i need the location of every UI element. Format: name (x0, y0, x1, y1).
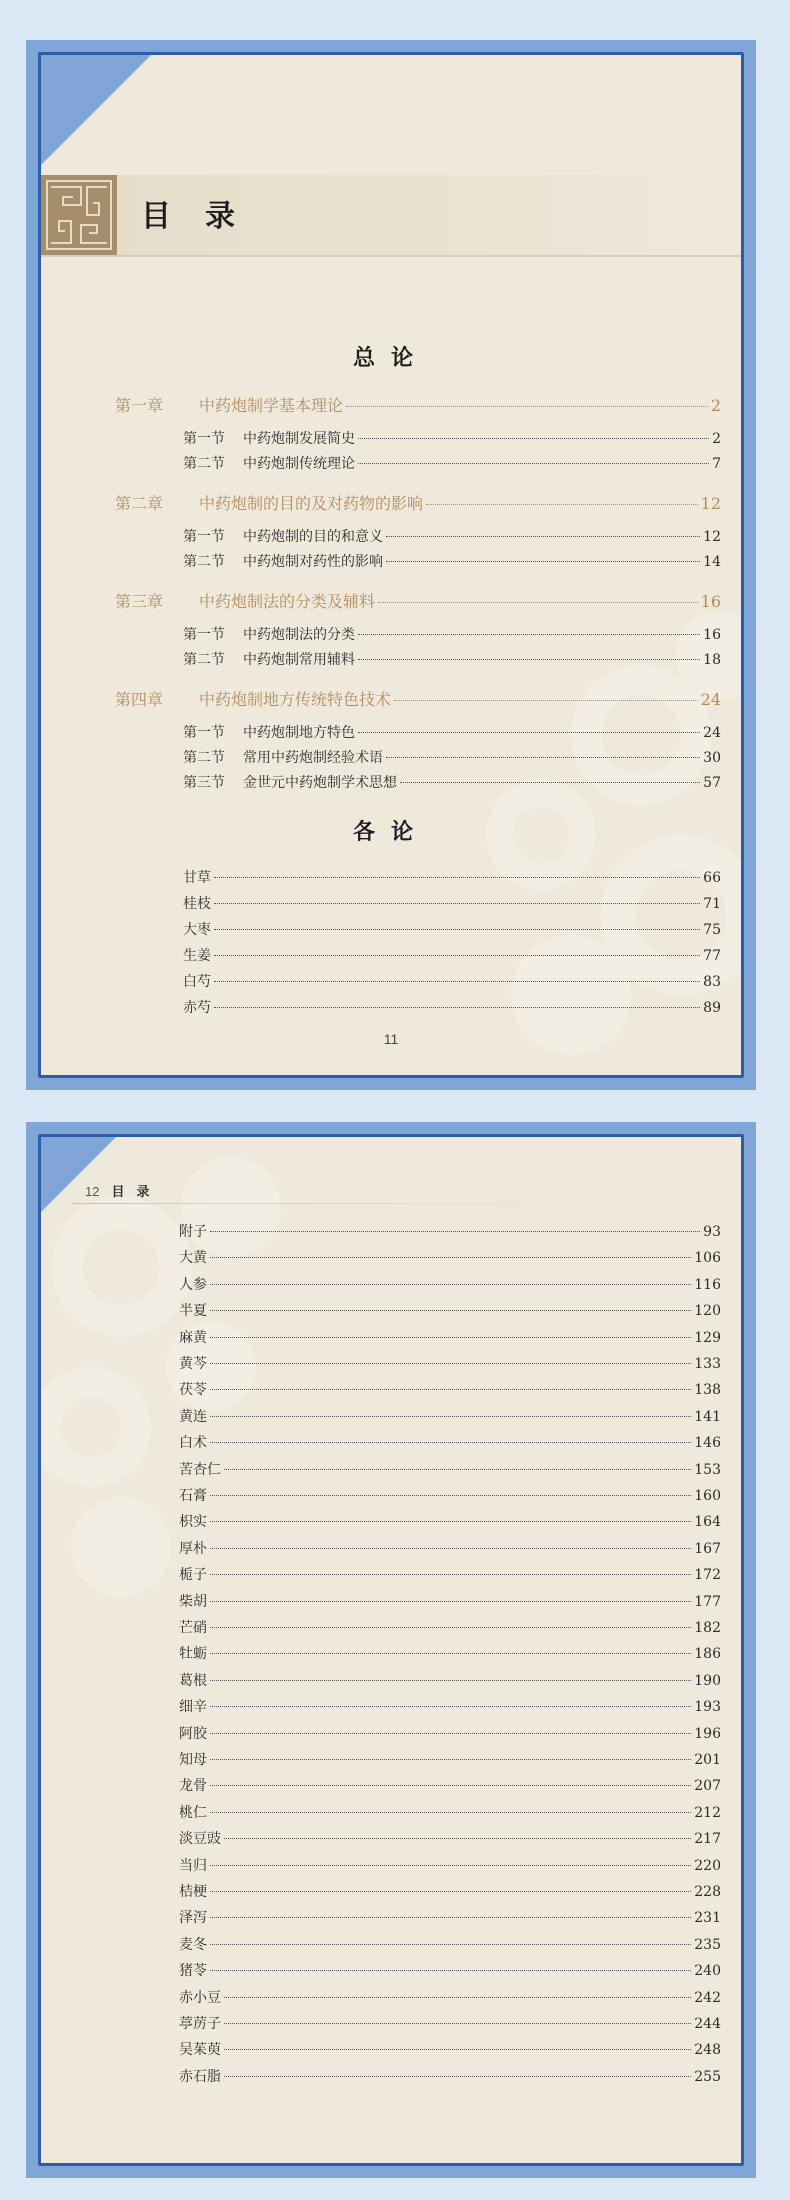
item-page: 129 (694, 1329, 721, 1346)
toc-chapter-4[interactable] (115, 687, 721, 710)
toc-item[interactable] (179, 1274, 721, 1294)
toc-item[interactable] (179, 1802, 721, 1822)
item-page: 172 (694, 1567, 721, 1584)
section-title: 金世元中药炮制学术思想 (243, 775, 397, 791)
chapter-number: 第三章 (115, 592, 164, 611)
item-title: 半夏 (179, 1303, 207, 1320)
toc-page-1 (26, 40, 756, 1090)
leader-dots (210, 1627, 691, 1628)
toc-item[interactable] (179, 1934, 721, 1954)
leader-dots (358, 463, 709, 464)
toc-section[interactable] (183, 551, 721, 571)
item-page: 167 (694, 1540, 721, 1557)
leader-dots (358, 659, 700, 660)
item-page: 93 (703, 1224, 721, 1240)
item-title: 猪苓 (179, 1963, 207, 1980)
toc-item[interactable] (179, 1511, 721, 1531)
leader-dots (210, 1680, 691, 1681)
item-title: 知母 (179, 1752, 207, 1768)
toc-item[interactable] (183, 945, 721, 965)
toc-item[interactable] (179, 1617, 721, 1637)
item-page: 193 (694, 1699, 721, 1716)
leader-dots (210, 1653, 691, 1654)
item-title: 柴胡 (179, 1593, 207, 1610)
item-title: 吴茱萸 (179, 2042, 221, 2059)
item-title: 麦冬 (179, 1936, 207, 1953)
page-number: 12 (85, 1184, 100, 1199)
item-page: 133 (694, 1356, 721, 1372)
toc-item[interactable] (183, 867, 721, 887)
leader-dots (210, 1284, 691, 1285)
item-page: 146 (694, 1435, 721, 1452)
corner-fold (41, 1137, 116, 1212)
toc-item[interactable] (179, 1960, 721, 1980)
item-page: 240 (694, 1963, 721, 1980)
item-page: 77 (703, 948, 721, 964)
section-page: 57 (703, 775, 721, 791)
toc-section[interactable] (183, 453, 721, 473)
chapter-number: 第二章 (115, 494, 164, 513)
leader-dots (214, 981, 700, 982)
leader-dots (346, 406, 708, 407)
item-title: 黄芩 (179, 1356, 207, 1372)
leader-dots (210, 1389, 691, 1390)
leader-dots (214, 929, 700, 930)
toc-item[interactable] (179, 1247, 721, 1267)
section-title: 常用中药炮制经验术语 (243, 750, 383, 766)
chapter-number: 第四章 (115, 690, 164, 709)
toc-item[interactable] (179, 1723, 721, 1743)
leader-dots (224, 2076, 691, 2077)
page-paper (38, 1134, 744, 2166)
item-title: 石膏 (179, 1488, 207, 1504)
toc-page-2 (26, 1122, 756, 2178)
leader-dots (210, 1733, 691, 1734)
section-title: 中药炮制地方特色 (243, 725, 355, 741)
toc-item[interactable] (179, 1406, 721, 1426)
toc-item[interactable] (179, 1907, 721, 1927)
item-page: 248 (694, 2042, 721, 2059)
leader-dots (394, 700, 698, 701)
item-page: 106 (694, 1250, 721, 1267)
toc-item[interactable] (179, 1564, 721, 1584)
section-number: 第一节 (183, 725, 225, 741)
item-title: 葛根 (179, 1672, 207, 1689)
item-title: 大枣 (183, 922, 211, 938)
leader-dots (386, 757, 700, 758)
section-page: 24 (703, 725, 721, 741)
toc-item[interactable] (183, 997, 721, 1017)
item-title: 细辛 (179, 1699, 207, 1716)
item-page: 217 (694, 1831, 721, 1848)
item-page: 228 (694, 1884, 721, 1900)
chapter-number: 第一章 (115, 396, 164, 415)
toc-item[interactable] (179, 1987, 721, 2007)
toc-item[interactable] (179, 1855, 721, 1875)
item-page: 153 (694, 1461, 721, 1478)
leader-dots (210, 1759, 691, 1760)
section-title: 中药炮制的目的和意义 (243, 529, 383, 545)
leader-dots (214, 877, 700, 878)
leader-dots (358, 634, 700, 635)
item-page: 75 (703, 922, 721, 938)
leader-dots (214, 903, 700, 904)
item-title: 厚朴 (179, 1540, 207, 1557)
item-title: 栀子 (179, 1567, 207, 1584)
leader-dots (210, 1891, 691, 1892)
toc-section[interactable] (183, 428, 721, 448)
toc-section[interactable] (183, 722, 721, 742)
item-page: 66 (703, 870, 721, 886)
section-number: 第二节 (183, 554, 225, 570)
item-title: 附子 (179, 1224, 207, 1240)
toc-section[interactable] (183, 649, 721, 669)
item-title: 赤芍 (183, 1000, 211, 1016)
item-title: 桃仁 (179, 1804, 207, 1821)
chapter-page: 24 (700, 690, 721, 709)
leader-dots (224, 2023, 691, 2024)
page-title: 目录 (141, 199, 269, 234)
toc-item[interactable] (179, 1696, 721, 1716)
item-page: 242 (694, 1989, 721, 2006)
item-page: 89 (703, 1000, 721, 1016)
item-title: 人参 (179, 1276, 207, 1293)
item-title: 芒硝 (179, 1620, 207, 1636)
section-title-general: 总论 (352, 345, 429, 371)
leader-dots (210, 1416, 691, 1417)
item-title: 赤石脂 (179, 2068, 221, 2085)
item-page: 186 (694, 1646, 721, 1663)
toc-chapter-2[interactable] (115, 491, 721, 514)
toc-item[interactable] (179, 1327, 721, 1347)
item-page: 231 (694, 1910, 721, 1927)
corner-fold (41, 55, 151, 165)
leader-dots (210, 1865, 691, 1866)
chapter-title: 中药炮制法的分类及辅料 (199, 592, 376, 611)
section-page: 2 (712, 431, 721, 447)
toc-section[interactable] (183, 747, 721, 767)
toc-item-list (41, 1137, 741, 2163)
toc-chapter-3[interactable] (115, 589, 721, 612)
item-page: 196 (694, 1725, 721, 1742)
leader-dots (210, 1706, 691, 1707)
item-title: 白芍 (183, 974, 211, 990)
toc-chapter-1[interactable] (115, 393, 721, 416)
leader-dots (210, 1548, 691, 1549)
leader-dots (210, 1601, 691, 1602)
toc-item[interactable] (179, 1749, 721, 1769)
section-number: 第二节 (183, 456, 225, 472)
section-number: 第一节 (183, 529, 225, 545)
leader-dots (224, 1997, 691, 1998)
item-title: 苦杏仁 (179, 1461, 221, 1478)
leader-dots (358, 438, 709, 439)
item-page: 71 (703, 896, 721, 912)
leader-dots (210, 1310, 691, 1311)
chapter-title: 中药炮制地方传统特色技术 (199, 690, 392, 709)
leader-dots (224, 2049, 691, 2050)
item-title: 赤小豆 (179, 1989, 221, 2006)
toc-item[interactable] (179, 1643, 721, 1663)
item-title: 甘草 (183, 870, 211, 886)
item-title: 葶苈子 (179, 2016, 221, 2032)
section-number: 第一节 (183, 431, 225, 447)
item-page: 164 (694, 1514, 721, 1531)
chapter-page: 12 (700, 494, 721, 513)
item-page: 177 (694, 1593, 721, 1610)
toc-item[interactable] (179, 2039, 721, 2059)
section-page: 30 (703, 750, 721, 766)
toc-item[interactable] (179, 1775, 721, 1795)
item-title: 枳实 (179, 1514, 207, 1531)
leader-dots (400, 782, 700, 783)
toc-item[interactable] (183, 919, 721, 939)
item-title: 牡蛎 (179, 1646, 207, 1663)
leader-dots (210, 1917, 691, 1918)
leader-dots (386, 561, 700, 562)
item-title: 淡豆豉 (179, 1831, 221, 1848)
item-page: 244 (694, 2016, 721, 2032)
toc-item[interactable] (179, 1591, 721, 1611)
section-page: 14 (703, 554, 721, 570)
item-title: 阿胶 (179, 1725, 207, 1742)
item-page: 141 (694, 1408, 721, 1425)
item-page: 255 (694, 2068, 721, 2085)
section-page: 18 (703, 652, 721, 668)
toc-item[interactable] (179, 1485, 721, 1505)
toc-section[interactable] (183, 624, 721, 644)
item-title: 龙骨 (179, 1778, 207, 1795)
leader-dots (214, 1007, 700, 1008)
page-paper (38, 52, 744, 1078)
leader-dots (386, 536, 700, 537)
leader-dots (210, 1944, 691, 1945)
section-page: 7 (712, 456, 721, 472)
page-number: 11 (383, 1031, 399, 1047)
leader-dots (210, 1574, 691, 1575)
section-title: 中药炮制对药性的影响 (243, 554, 383, 570)
section-title: 中药炮制法的分类 (243, 627, 355, 643)
chapter-page: 16 (700, 592, 721, 611)
toc-item[interactable] (179, 1459, 721, 1479)
toc-item[interactable] (179, 1881, 721, 1901)
leader-dots (224, 1838, 691, 1839)
item-page: 207 (694, 1778, 721, 1795)
toc-item[interactable] (179, 2066, 721, 2086)
item-page: 182 (694, 1620, 721, 1636)
leader-dots (210, 1785, 691, 1786)
leader-dots (210, 1442, 691, 1443)
section-page: 16 (703, 627, 721, 643)
toc-section[interactable] (183, 526, 721, 546)
item-title: 黄连 (179, 1408, 207, 1425)
toc-section[interactable] (183, 772, 721, 792)
leader-dots (210, 1257, 691, 1258)
chapter-page: 2 (710, 396, 721, 415)
item-page: 116 (694, 1276, 721, 1293)
leader-dots (210, 1337, 691, 1338)
item-page: 220 (694, 1857, 721, 1874)
toc-item[interactable] (179, 1221, 721, 1241)
toc-item[interactable] (179, 1670, 721, 1690)
running-title: 目录 (111, 1185, 162, 1200)
section-number: 第二节 (183, 750, 225, 766)
section-title: 中药炮制发展简史 (243, 431, 355, 447)
leader-dots (210, 1231, 700, 1232)
toc-item[interactable] (183, 893, 721, 913)
section-page: 12 (703, 529, 721, 545)
section-title: 中药炮制传统理论 (243, 456, 355, 472)
item-page: 212 (694, 1804, 721, 1821)
leader-dots (214, 955, 700, 956)
toc-item[interactable] (179, 1432, 721, 1452)
leader-dots (426, 504, 698, 505)
item-title: 生姜 (183, 948, 211, 964)
item-page: 138 (694, 1382, 721, 1399)
toc-item[interactable] (179, 2013, 721, 2033)
chapter-title: 中药炮制的目的及对药物的影响 (199, 494, 424, 513)
toc-item[interactable] (179, 1353, 721, 1373)
chapter-title: 中药炮制学基本理论 (199, 396, 344, 415)
toc-item[interactable] (179, 1300, 721, 1320)
item-page: 120 (694, 1303, 721, 1320)
toc-item[interactable] (179, 1379, 721, 1399)
leader-dots (358, 732, 700, 733)
toc-item[interactable] (179, 1828, 721, 1848)
item-page: 201 (694, 1752, 721, 1768)
section-number: 第三节 (183, 775, 225, 791)
item-page: 160 (694, 1488, 721, 1504)
leader-dots (210, 1521, 691, 1522)
item-title: 当归 (179, 1857, 207, 1874)
running-header (85, 1181, 161, 1200)
item-title: 茯苓 (179, 1382, 207, 1399)
toc-item[interactable] (179, 1538, 721, 1558)
section-number: 第二节 (183, 652, 225, 668)
toc-item[interactable] (183, 971, 721, 991)
item-title: 桔梗 (179, 1884, 207, 1900)
leader-dots (210, 1495, 691, 1496)
item-title: 桂枝 (183, 896, 211, 912)
item-title: 泽泻 (179, 1910, 207, 1927)
section-title: 中药炮制常用辅料 (243, 652, 355, 668)
item-title: 白术 (179, 1435, 207, 1452)
leader-dots (210, 1363, 691, 1364)
item-page: 190 (694, 1672, 721, 1689)
leader-dots (378, 602, 698, 603)
item-title: 麻黄 (179, 1329, 207, 1346)
section-number: 第一节 (183, 627, 225, 643)
leader-dots (210, 1812, 691, 1813)
leader-dots (210, 1970, 691, 1971)
item-page: 83 (703, 974, 721, 990)
item-page: 235 (694, 1936, 721, 1953)
section-title-specific: 各论 (352, 819, 429, 845)
item-title: 大黄 (179, 1250, 207, 1267)
leader-dots (224, 1469, 691, 1470)
